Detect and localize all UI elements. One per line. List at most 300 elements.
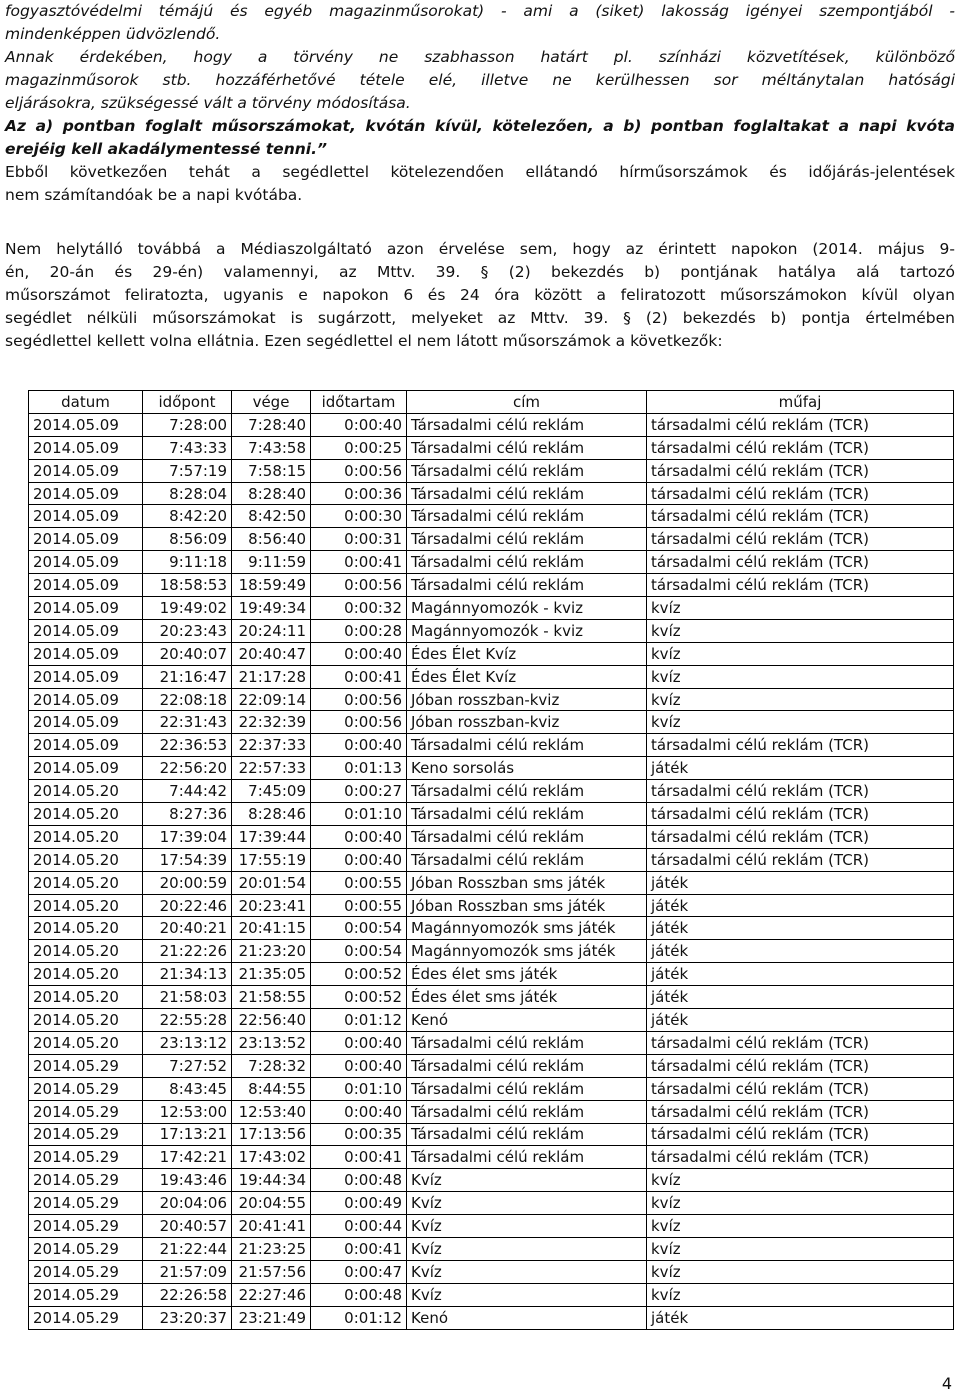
text-line: Nem helytálló továbbá a Médiaszolgáltató azon érvelése sem, hogy az érintett napokon (2014. május 9-: [5, 240, 955, 258]
cell-title: Társadalmi célú reklám: [407, 1123, 647, 1146]
table-row: [29, 963, 954, 986]
cell-end-time: 21:17:28: [232, 665, 311, 688]
cell-end-time: 22:56:40: [232, 1009, 311, 1032]
table-row: [29, 1031, 954, 1054]
column-header-genre: műfaj: [647, 391, 954, 414]
cell-duration: 0:00:49: [311, 1192, 407, 1215]
cell-genre: társadalmi célú reklám (TCR): [647, 528, 954, 551]
cell-date: 2014.05.20: [29, 1009, 143, 1032]
cell-start-time: 8:27:36: [143, 803, 232, 826]
cell-date: 2014.05.29: [29, 1123, 143, 1146]
cell-date: 2014.05.09: [29, 757, 143, 780]
cell-duration: 0:00:56: [311, 688, 407, 711]
cell-end-time: 21:23:25: [232, 1237, 311, 1260]
paragraph-argument-body: [5, 238, 955, 353]
table-row: [29, 1260, 954, 1283]
cell-duration: 0:01:12: [311, 1306, 407, 1329]
cell-start-time: 22:56:20: [143, 757, 232, 780]
cell-end-time: 17:39:44: [232, 825, 311, 848]
cell-end-time: 18:59:49: [232, 574, 311, 597]
cell-genre: kvíz: [647, 1169, 954, 1192]
cell-end-time: 7:28:32: [232, 1054, 311, 1077]
cell-title: Társadalmi célú reklám: [407, 482, 647, 505]
cell-duration: 0:01:10: [311, 1077, 407, 1100]
cell-date: 2014.05.09: [29, 528, 143, 551]
cell-title: Magánnyomozók sms játék: [407, 940, 647, 963]
text-line: én, 20-án és 29-én) valamennyi, az Mttv. 39. § (2) bekezdés b) pontjának hatálya alá tartozó: [5, 263, 955, 281]
cell-genre: társadalmi célú reklám (TCR): [647, 574, 954, 597]
cell-end-time: 20:23:41: [232, 894, 311, 917]
cell-genre: társadalmi célú reklám (TCR): [647, 1123, 954, 1146]
text-line-emphasis: erejéig kell akadálymentessé tenni.”: [5, 140, 327, 158]
text-line: eljárásokra, szükségessé vált a törvény módosítása.: [5, 94, 411, 112]
cell-end-time: 20:41:41: [232, 1215, 311, 1238]
cell-duration: 0:00:48: [311, 1169, 407, 1192]
table-header-row: [29, 391, 954, 414]
text-line: segédlettel kellett volna ellátnia. Ezen segédlettel el nem látott műsorszámok a következők:: [5, 332, 723, 350]
table-row: [29, 665, 954, 688]
table-row: [29, 986, 954, 1009]
cell-date: 2014.05.09: [29, 665, 143, 688]
cell-end-time: 20:04:55: [232, 1192, 311, 1215]
cell-date: 2014.05.09: [29, 459, 143, 482]
cell-end-time: 7:43:58: [232, 436, 311, 459]
cell-duration: 0:00:44: [311, 1215, 407, 1238]
cell-title: Kenó: [407, 1306, 647, 1329]
cell-duration: 0:00:40: [311, 1054, 407, 1077]
column-header-title: cím: [407, 391, 647, 414]
cell-start-time: 21:34:13: [143, 963, 232, 986]
cell-start-time: 20:00:59: [143, 871, 232, 894]
text-line: műsorszámot feliratozta, ugyanis e napokon 6 és 24 óra között a feliratozott műsorszámokon kívül olyan: [5, 286, 955, 304]
cell-date: 2014.05.20: [29, 963, 143, 986]
cell-date: 2014.05.20: [29, 986, 143, 1009]
cell-date: 2014.05.29: [29, 1283, 143, 1306]
cell-duration: 0:00:41: [311, 1146, 407, 1169]
cell-date: 2014.05.20: [29, 871, 143, 894]
cell-title: Társadalmi célú reklám: [407, 1031, 647, 1054]
cell-title: Társadalmi célú reklám: [407, 803, 647, 826]
cell-title: Magánnyomozók - kviz: [407, 619, 647, 642]
table-row: [29, 1123, 954, 1146]
cell-date: 2014.05.09: [29, 597, 143, 620]
cell-date: 2014.05.29: [29, 1192, 143, 1215]
cell-title: Jóban Rosszban sms játék: [407, 871, 647, 894]
cell-start-time: 21:58:03: [143, 986, 232, 1009]
cell-duration: 0:00:36: [311, 482, 407, 505]
cell-start-time: 19:49:02: [143, 597, 232, 620]
cell-genre: játék: [647, 871, 954, 894]
table-row: [29, 848, 954, 871]
cell-end-time: 8:28:46: [232, 803, 311, 826]
cell-date: 2014.05.09: [29, 482, 143, 505]
text-line: Annak érdekében, hogy a törvény ne szabhasson határt pl. színházi közvetítések, különböző: [5, 48, 955, 66]
cell-date: 2014.05.09: [29, 642, 143, 665]
broadcast-table: [28, 390, 954, 1330]
cell-duration: 0:00:32: [311, 597, 407, 620]
cell-title: Magánnyomozók sms játék: [407, 917, 647, 940]
cell-genre: társadalmi célú reklám (TCR): [647, 551, 954, 574]
text-line: magazinműsorok stb. hozzáférhetővé tétele elé, illetve ne kerülhessen sor méltánytalan hatósági: [5, 71, 955, 89]
cell-genre: társadalmi célú reklám (TCR): [647, 413, 954, 436]
cell-title: Jóban rosszban-kviz: [407, 711, 647, 734]
cell-duration: 0:00:40: [311, 1100, 407, 1123]
cell-end-time: 22:37:33: [232, 734, 311, 757]
cell-duration: 0:00:41: [311, 1237, 407, 1260]
cell-genre: társadalmi célú reklám (TCR): [647, 1054, 954, 1077]
cell-date: 2014.05.09: [29, 574, 143, 597]
cell-start-time: 20:40:07: [143, 642, 232, 665]
cell-end-time: 7:58:15: [232, 459, 311, 482]
table-row: [29, 574, 954, 597]
cell-start-time: 7:44:42: [143, 780, 232, 803]
cell-start-time: 7:57:19: [143, 459, 232, 482]
cell-genre: játék: [647, 917, 954, 940]
cell-end-time: 8:44:55: [232, 1077, 311, 1100]
table-row: [29, 482, 954, 505]
paragraph-intro: [5, 0, 955, 161]
cell-duration: 0:00:25: [311, 436, 407, 459]
cell-date: 2014.05.29: [29, 1306, 143, 1329]
cell-date: 2014.05.29: [29, 1146, 143, 1169]
cell-title: Édes Élet Kvíz: [407, 665, 647, 688]
cell-title: Társadalmi célú reklám: [407, 825, 647, 848]
cell-end-time: 20:01:54: [232, 871, 311, 894]
cell-genre: társadalmi célú reklám (TCR): [647, 482, 954, 505]
cell-title: Társadalmi célú reklám: [407, 528, 647, 551]
cell-title: Társadalmi célú reklám: [407, 436, 647, 459]
cell-date: 2014.05.29: [29, 1260, 143, 1283]
cell-title: Kvíz: [407, 1260, 647, 1283]
cell-duration: 0:00:48: [311, 1283, 407, 1306]
cell-genre: játék: [647, 894, 954, 917]
cell-genre: kvíz: [647, 1192, 954, 1215]
page-number: 4: [941, 1374, 952, 1393]
cell-title: Édes élet sms játék: [407, 986, 647, 1009]
table-row: [29, 1009, 954, 1032]
table-row: [29, 894, 954, 917]
table-body: [29, 413, 954, 1329]
cell-end-time: 17:55:19: [232, 848, 311, 871]
cell-title: Kvíz: [407, 1215, 647, 1238]
cell-start-time: 21:22:26: [143, 940, 232, 963]
cell-genre: társadalmi célú reklám (TCR): [647, 1100, 954, 1123]
cell-end-time: 21:23:20: [232, 940, 311, 963]
cell-genre: kvíz: [647, 642, 954, 665]
cell-end-time: 22:32:39: [232, 711, 311, 734]
text-line: segédlet nélküli műsorszámokat is sugárzott, melyeket az Mttv. 39. § (2) bekezdés b) pontja értelmében: [5, 309, 955, 327]
cell-start-time: 21:16:47: [143, 665, 232, 688]
text-line: fogyasztóvédelmi témájú és egyéb magazinműsorokat) - ami a (siket) lakosság igényei szempontjából -: [5, 2, 955, 20]
paragraph-consequence: [5, 161, 955, 207]
cell-date: 2014.05.20: [29, 848, 143, 871]
cell-end-time: 8:56:40: [232, 528, 311, 551]
table-row: [29, 436, 954, 459]
cell-end-time: 23:13:52: [232, 1031, 311, 1054]
cell-duration: 0:00:47: [311, 1260, 407, 1283]
cell-title: Kvíz: [407, 1283, 647, 1306]
cell-start-time: 21:57:09: [143, 1260, 232, 1283]
cell-genre: társadalmi célú reklám (TCR): [647, 1146, 954, 1169]
table-row: [29, 734, 954, 757]
cell-title: Társadalmi célú reklám: [407, 413, 647, 436]
cell-duration: 0:00:40: [311, 734, 407, 757]
cell-start-time: 21:22:44: [143, 1237, 232, 1260]
table-row: [29, 1237, 954, 1260]
cell-genre: kvíz: [647, 665, 954, 688]
cell-genre: társadalmi célú reklám (TCR): [647, 848, 954, 871]
cell-start-time: 20:04:06: [143, 1192, 232, 1215]
cell-title: Társadalmi célú reklám: [407, 848, 647, 871]
table-row: [29, 803, 954, 826]
cell-title: Társadalmi célú reklám: [407, 459, 647, 482]
cell-end-time: 22:57:33: [232, 757, 311, 780]
cell-duration: 0:01:13: [311, 757, 407, 780]
cell-start-time: 17:42:21: [143, 1146, 232, 1169]
cell-genre: játék: [647, 1009, 954, 1032]
cell-title: Édes élet sms játék: [407, 963, 647, 986]
table-row: [29, 917, 954, 940]
cell-duration: 0:00:56: [311, 574, 407, 597]
text-line: nem számítandóak be a napi kvótába.: [5, 186, 303, 204]
paragraph-consequence-body: [5, 161, 955, 207]
table-row: [29, 688, 954, 711]
table-row: [29, 757, 954, 780]
table-row: [29, 871, 954, 894]
cell-duration: 0:00:28: [311, 619, 407, 642]
cell-end-time: 17:43:02: [232, 1146, 311, 1169]
cell-date: 2014.05.29: [29, 1215, 143, 1238]
cell-date: 2014.05.29: [29, 1054, 143, 1077]
cell-genre: kvíz: [647, 688, 954, 711]
cell-date: 2014.05.29: [29, 1077, 143, 1100]
cell-genre: társadalmi célú reklám (TCR): [647, 1031, 954, 1054]
cell-end-time: 17:13:56: [232, 1123, 311, 1146]
cell-title: Kenó: [407, 1009, 647, 1032]
cell-start-time: 17:54:39: [143, 848, 232, 871]
cell-start-time: 22:26:58: [143, 1283, 232, 1306]
table-row: [29, 825, 954, 848]
cell-genre: játék: [647, 963, 954, 986]
table-row: [29, 642, 954, 665]
cell-date: 2014.05.09: [29, 619, 143, 642]
cell-start-time: 8:28:04: [143, 482, 232, 505]
cell-title: Társadalmi célú reklám: [407, 780, 647, 803]
cell-date: 2014.05.09: [29, 734, 143, 757]
cell-date: 2014.05.09: [29, 551, 143, 574]
cell-title: Társadalmi célú reklám: [407, 1077, 647, 1100]
cell-start-time: 12:53:00: [143, 1100, 232, 1123]
table-row: [29, 1100, 954, 1123]
cell-end-time: 22:27:46: [232, 1283, 311, 1306]
cell-genre: társadalmi célú reklám (TCR): [647, 734, 954, 757]
cell-date: 2014.05.09: [29, 436, 143, 459]
cell-genre: kvíz: [647, 711, 954, 734]
cell-date: 2014.05.20: [29, 780, 143, 803]
cell-duration: 0:00:40: [311, 1031, 407, 1054]
cell-title: Társadalmi célú reklám: [407, 551, 647, 574]
cell-title: Társadalmi célú reklám: [407, 505, 647, 528]
cell-date: 2014.05.29: [29, 1100, 143, 1123]
cell-title: Édes Élet Kvíz: [407, 642, 647, 665]
cell-genre: társadalmi célú reklám (TCR): [647, 825, 954, 848]
column-header-duration: időtartam: [311, 391, 407, 414]
cell-date: 2014.05.09: [29, 688, 143, 711]
cell-duration: 0:00:40: [311, 825, 407, 848]
text-line: mindenképpen üdvözlendő.: [5, 25, 221, 43]
cell-duration: 0:00:52: [311, 963, 407, 986]
cell-genre: kvíz: [647, 597, 954, 620]
text-line-emphasis: Az a) pontban foglalt műsorszámokat, kvótán kívül, kötelezően, a b) pontban foglaltakat a napi kvóta: [5, 117, 955, 135]
cell-start-time: 19:43:46: [143, 1169, 232, 1192]
cell-start-time: 22:36:53: [143, 734, 232, 757]
cell-end-time: 19:49:34: [232, 597, 311, 620]
cell-date: 2014.05.20: [29, 1031, 143, 1054]
cell-duration: 0:00:27: [311, 780, 407, 803]
table-row: [29, 1146, 954, 1169]
cell-end-time: 9:11:59: [232, 551, 311, 574]
column-header-date: datum: [29, 391, 143, 414]
cell-end-time: 23:21:49: [232, 1306, 311, 1329]
cell-end-time: 21:57:56: [232, 1260, 311, 1283]
cell-duration: 0:00:40: [311, 642, 407, 665]
column-header-end-time: vége: [232, 391, 311, 414]
cell-title: Társadalmi célú reklám: [407, 1100, 647, 1123]
cell-genre: játék: [647, 986, 954, 1009]
cell-start-time: 20:40:57: [143, 1215, 232, 1238]
table-row: [29, 505, 954, 528]
paragraph-argument: [5, 238, 955, 353]
cell-genre: társadalmi célú reklám (TCR): [647, 1077, 954, 1100]
table-row: [29, 413, 954, 436]
cell-genre: játék: [647, 940, 954, 963]
cell-duration: 0:00:31: [311, 528, 407, 551]
cell-genre: kvíz: [647, 1260, 954, 1283]
cell-genre: játék: [647, 757, 954, 780]
cell-duration: 0:00:30: [311, 505, 407, 528]
cell-title: Jóban rosszban-kviz: [407, 688, 647, 711]
cell-end-time: 7:45:09: [232, 780, 311, 803]
table-row: [29, 597, 954, 620]
cell-title: Társadalmi célú reklám: [407, 1054, 647, 1077]
cell-genre: kvíz: [647, 619, 954, 642]
cell-title: Társadalmi célú reklám: [407, 574, 647, 597]
table-row: [29, 940, 954, 963]
cell-start-time: 17:13:21: [143, 1123, 232, 1146]
cell-duration: 0:01:10: [311, 803, 407, 826]
cell-date: 2014.05.20: [29, 825, 143, 848]
cell-end-time: 20:24:11: [232, 619, 311, 642]
cell-start-time: 23:20:37: [143, 1306, 232, 1329]
cell-date: 2014.05.20: [29, 894, 143, 917]
cell-duration: 0:00:41: [311, 665, 407, 688]
cell-start-time: 8:43:45: [143, 1077, 232, 1100]
cell-title: Kvíz: [407, 1237, 647, 1260]
cell-genre: társadalmi célú reklám (TCR): [647, 436, 954, 459]
cell-title: Kvíz: [407, 1192, 647, 1215]
cell-title: Keno sorsolás: [407, 757, 647, 780]
cell-title: Magánnyomozók - kviz: [407, 597, 647, 620]
cell-genre: társadalmi célú reklám (TCR): [647, 459, 954, 482]
cell-start-time: 17:39:04: [143, 825, 232, 848]
cell-end-time: 20:40:47: [232, 642, 311, 665]
cell-duration: 0:00:56: [311, 711, 407, 734]
cell-genre: társadalmi célú reklám (TCR): [647, 803, 954, 826]
cell-end-time: 21:35:05: [232, 963, 311, 986]
cell-start-time: 8:56:09: [143, 528, 232, 551]
table-row: [29, 1283, 954, 1306]
column-header-start-time: időpont: [143, 391, 232, 414]
table-row: [29, 1306, 954, 1329]
cell-duration: 0:00:41: [311, 551, 407, 574]
cell-start-time: 20:40:21: [143, 917, 232, 940]
table-row: [29, 1192, 954, 1215]
cell-duration: 0:00:40: [311, 413, 407, 436]
cell-end-time: 12:53:40: [232, 1100, 311, 1123]
cell-start-time: 22:08:18: [143, 688, 232, 711]
cell-date: 2014.05.09: [29, 413, 143, 436]
cell-duration: 0:00:52: [311, 986, 407, 1009]
cell-genre: társadalmi célú reklám (TCR): [647, 780, 954, 803]
cell-start-time: 20:23:43: [143, 619, 232, 642]
table-row: [29, 1054, 954, 1077]
table-row: [29, 1077, 954, 1100]
cell-title: Jóban Rosszban sms játék: [407, 894, 647, 917]
cell-start-time: 23:13:12: [143, 1031, 232, 1054]
cell-duration: 0:00:40: [311, 848, 407, 871]
cell-start-time: 9:11:18: [143, 551, 232, 574]
cell-duration: 0:00:35: [311, 1123, 407, 1146]
cell-genre: társadalmi célú reklám (TCR): [647, 505, 954, 528]
cell-start-time: 7:28:00: [143, 413, 232, 436]
table-row: [29, 551, 954, 574]
table-row: [29, 780, 954, 803]
cell-title: Társadalmi célú reklám: [407, 1146, 647, 1169]
cell-end-time: 8:28:40: [232, 482, 311, 505]
table-row: [29, 1169, 954, 1192]
cell-date: 2014.05.09: [29, 711, 143, 734]
cell-duration: 0:00:55: [311, 894, 407, 917]
table-row: [29, 711, 954, 734]
cell-end-time: 20:41:15: [232, 917, 311, 940]
paragraph-intro-body: [5, 0, 955, 161]
cell-duration: 0:00:54: [311, 917, 407, 940]
cell-duration: 0:01:12: [311, 1009, 407, 1032]
table-row: [29, 619, 954, 642]
cell-start-time: 8:42:20: [143, 505, 232, 528]
cell-genre: kvíz: [647, 1283, 954, 1306]
cell-start-time: 22:31:43: [143, 711, 232, 734]
table-row: [29, 459, 954, 482]
text-line: Ebből következően tehát a segédlettel kötelezendően ellátandó hírműsorszámok és időjárás-jelentések: [5, 163, 955, 181]
cell-start-time: 18:58:53: [143, 574, 232, 597]
cell-end-time: 8:42:50: [232, 505, 311, 528]
cell-duration: 0:00:55: [311, 871, 407, 894]
table-row: [29, 1215, 954, 1238]
cell-genre: kvíz: [647, 1215, 954, 1238]
cell-date: 2014.05.29: [29, 1237, 143, 1260]
cell-start-time: 20:22:46: [143, 894, 232, 917]
cell-start-time: 7:27:52: [143, 1054, 232, 1077]
cell-start-time: 22:55:28: [143, 1009, 232, 1032]
cell-date: 2014.05.29: [29, 1169, 143, 1192]
cell-date: 2014.05.09: [29, 505, 143, 528]
cell-end-time: 19:44:34: [232, 1169, 311, 1192]
cell-duration: 0:00:54: [311, 940, 407, 963]
cell-date: 2014.05.20: [29, 940, 143, 963]
cell-start-time: 7:43:33: [143, 436, 232, 459]
cell-end-time: 21:58:55: [232, 986, 311, 1009]
